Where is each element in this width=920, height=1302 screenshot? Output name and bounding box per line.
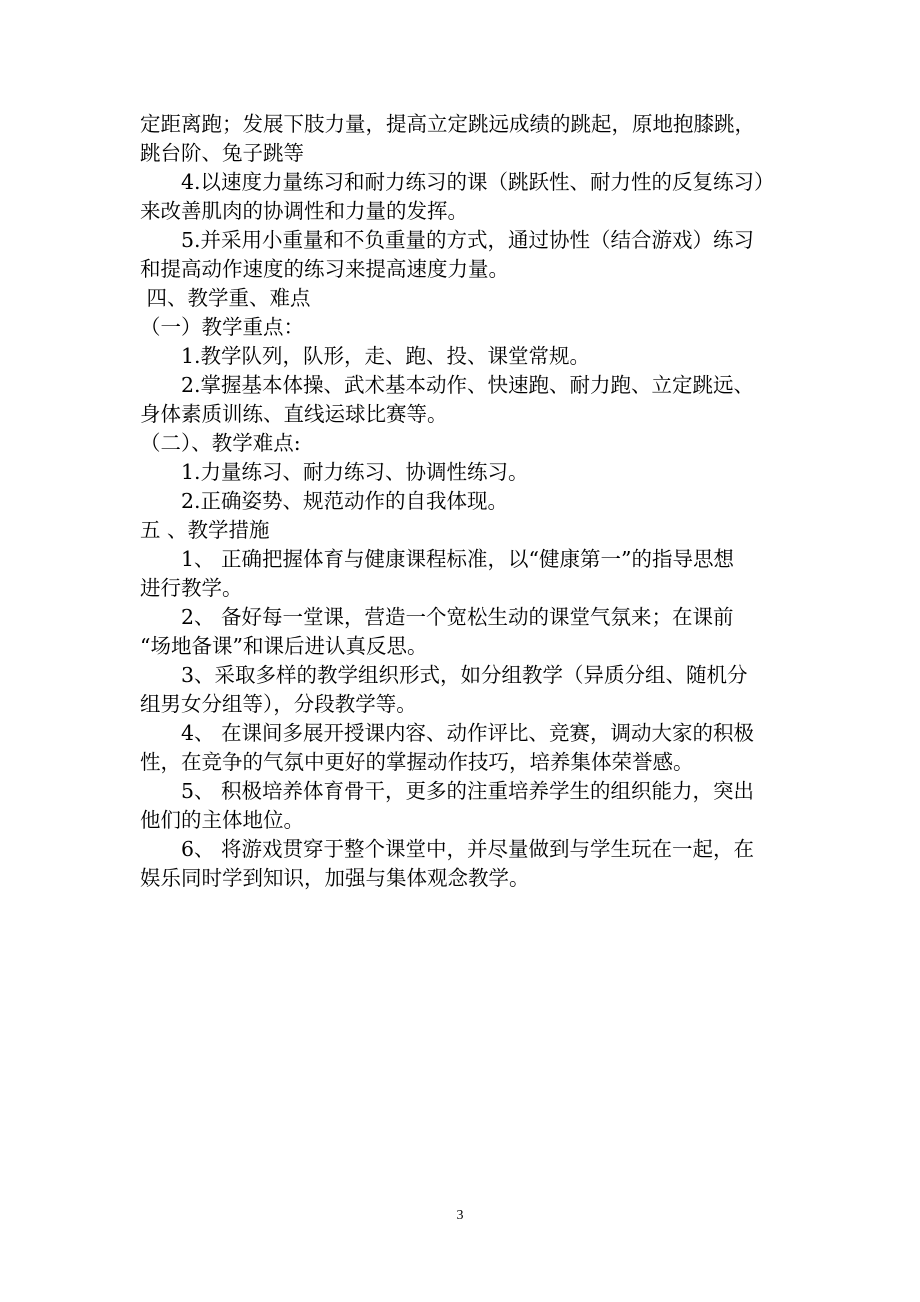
subsection-heading: （一）教学重点：: [140, 315, 304, 339]
document-body: [140, 110, 790, 893]
subsection-heading: （二）、教学难点:: [140, 431, 301, 455]
text-line: 和提高动作速度的练习来提高速度力量。: [140, 257, 509, 281]
page-number: 3: [456, 1208, 464, 1223]
text-line: 2、 备好每一堂课，营造一个宽松生动的课堂气氛来；在课前: [181, 605, 734, 629]
text-line: 5、 积极培养体育骨干，更多的注重培养学生的组织能力，突出: [181, 779, 755, 803]
text-line: 1、 正确把握体育与健康课程标准，以“健康第一”的指导思想: [181, 547, 735, 571]
text-line: 定距离跑；发展下肢力量，提高立定跳远成绩的跳起，原地抱膝跳，: [140, 112, 755, 136]
section-heading: 五 、教学措施: [140, 518, 270, 542]
text-line: 5.并采用小重量和不负重量的方式，通过协性（结合游戏）练习: [181, 228, 755, 252]
text-line: 性，在竞争的气氛中更好的掌握动作技巧，培养集体荣誉感。: [140, 750, 694, 774]
text-line: 2.正确姿势、规范动作的自我体现。: [181, 489, 509, 513]
text-line: 进行教学。: [140, 576, 243, 600]
text-line: 他们的主体地位。: [140, 808, 304, 832]
text-line: 3、采取多样的教学组织形式，如分组教学（异质分组、随机分: [181, 663, 748, 687]
text-line: 6、 将游戏贯穿于整个课堂中，并尽量做到与学生玩在一起，在: [181, 837, 755, 861]
text-line: 组男女分组等），分段教学等。: [140, 692, 417, 716]
text-line: 1.力量练习、耐力练习、协调性练习。: [181, 460, 529, 484]
text-line: “场地备课”和课后进认真反思。: [140, 634, 428, 658]
text-line: 娱乐同时学到知识，加强与集体观念教学。: [140, 866, 530, 890]
section-heading: 四、教学重、难点: [140, 286, 311, 310]
text-line: 1.教学队列，队形，走、跑、投、课堂常规。: [181, 344, 591, 368]
text-line: 身体素质训练、直线运球比赛等。: [140, 402, 448, 426]
text-line: 4、 在课间多展开授课内容、动作评比、竞赛，调动大家的积极: [181, 721, 755, 745]
text-line: 4.以速度力量练习和耐力练习的课（跳跃性、耐力性的反复练习）: [181, 170, 775, 194]
text-line: 来改善肌肉的协调性和力量的发挥。: [140, 199, 468, 223]
text-line: 2.掌握基本体操、武术基本动作、快速跑、耐力跑、立定跳远、: [181, 373, 755, 397]
text-line: 跳台阶、兔子跳等: [140, 141, 304, 165]
